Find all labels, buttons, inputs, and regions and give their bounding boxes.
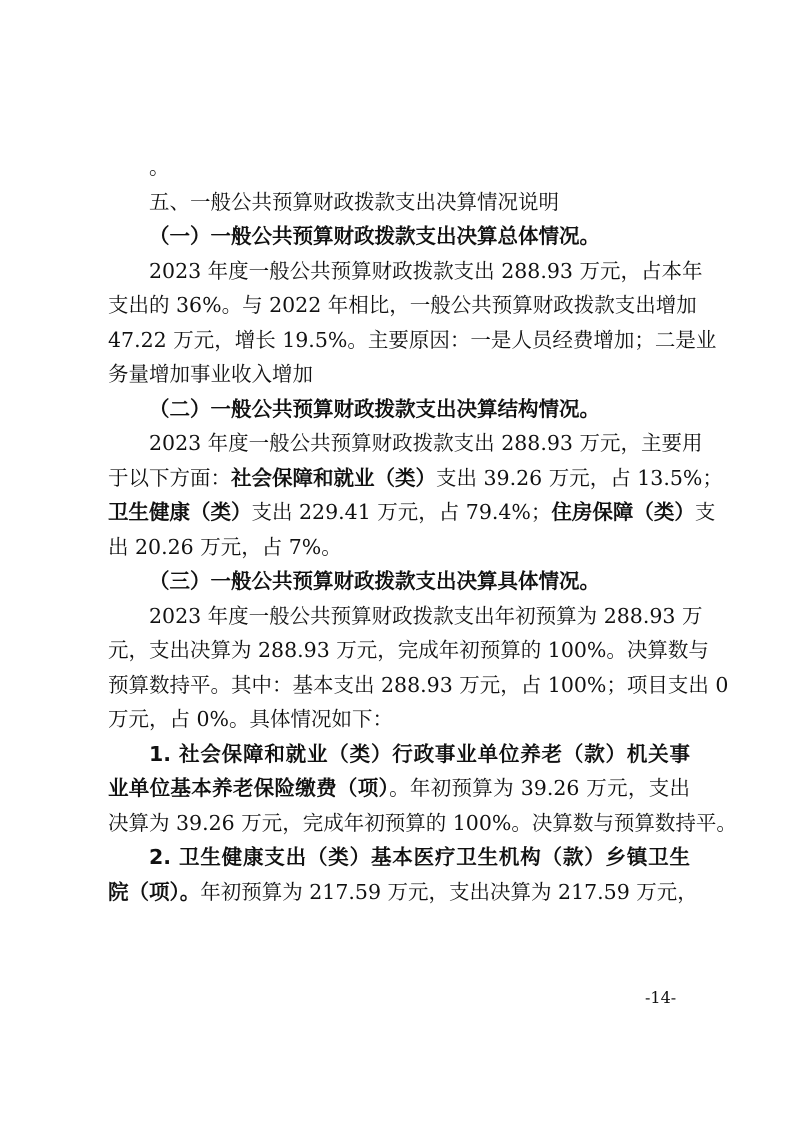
subsection-heading-1: （一）一般公共预算财政拨款支出决算总体情况。 [149,224,600,248]
subsection-heading-3: （三）一般公共预算财政拨款支出决算具体情况。 [149,569,600,593]
paragraph-line [108,461,723,496]
text-line: 。 [149,155,170,179]
text-run: 。年初预算为 39.26 万元，支出 [389,776,690,800]
paragraph-line: 元，支出决算为 288.93 万元，完成年初预算的 100%。决算数与 [108,638,709,662]
paragraph-line: 2023 年度一般公共预算财政拨款支出 288.93 万元，主要用 [149,431,703,455]
section-heading: 五、一般公共预算财政拨款支出决算情况说明 [149,189,559,214]
paragraph-line: 务量增加事业收入增加 [108,362,313,386]
paragraph-line: 2023 年度一般公共预算财政拨款支出 288.93 万元，占本年 [149,258,703,283]
item-heading-2: 2. 卫生健康支出（类）基本医疗卫生机构（款）乡镇卫生 [149,845,690,869]
subsection-heading-2: （二）一般公共预算财政拨款支出决算结构情况。 [149,396,600,421]
bold-item: 院（项）。 [108,879,201,904]
paragraph-line: 2023 年度一般公共预算财政拨款支出年初预算为 288.93 万 [149,603,703,628]
text-run: 支出 229.41 万元，占 79.4%； [251,500,552,524]
paragraph-line [108,771,690,806]
bold-category: 住房保障（类） [551,500,695,524]
paragraph-line: 出 20.26 万元，占 7%。 [108,534,342,559]
paragraph-line: 万元，占 0%。具体情况如下： [108,707,394,731]
paragraph-line: 支出的 36%。与 2022 年相比，一般公共预算财政拨款支出增加 [108,293,697,317]
bold-category: 社会保障和就业（类） [231,465,436,490]
paragraph-line: 47.22 万元，增长 19.5%。主要原因：一是人员经费增加；二是业 [108,327,717,352]
item-heading-1: 1. 社会保障和就业（类）行政事业单位养老（款）机关事 [149,741,690,766]
paragraph-line: 预算数持平。其中：基本支出 288.93 万元，占 100%；项目支出 0 [108,672,729,697]
text-run: 年初预算为 217.59 万元，支出决算为 217.59 万元， [200,879,698,904]
document-body [108,150,737,909]
bold-category: 卫生健康（类） [108,500,252,524]
text-run: 于以下方面： [108,465,231,490]
text-run: 支出 39.26 万元，占 13.5%； [436,465,723,490]
paragraph-line: 决算为 39.26 万元，完成年初预算的 100%。决算数与预算数持平。 [108,810,737,835]
text-run: 支 [694,500,716,524]
bold-item: 业单位基本养老保险缴费（项） [108,776,390,800]
paragraph-line [108,495,716,530]
paragraph-line [108,875,698,910]
page-number: -14- [645,988,677,1007]
